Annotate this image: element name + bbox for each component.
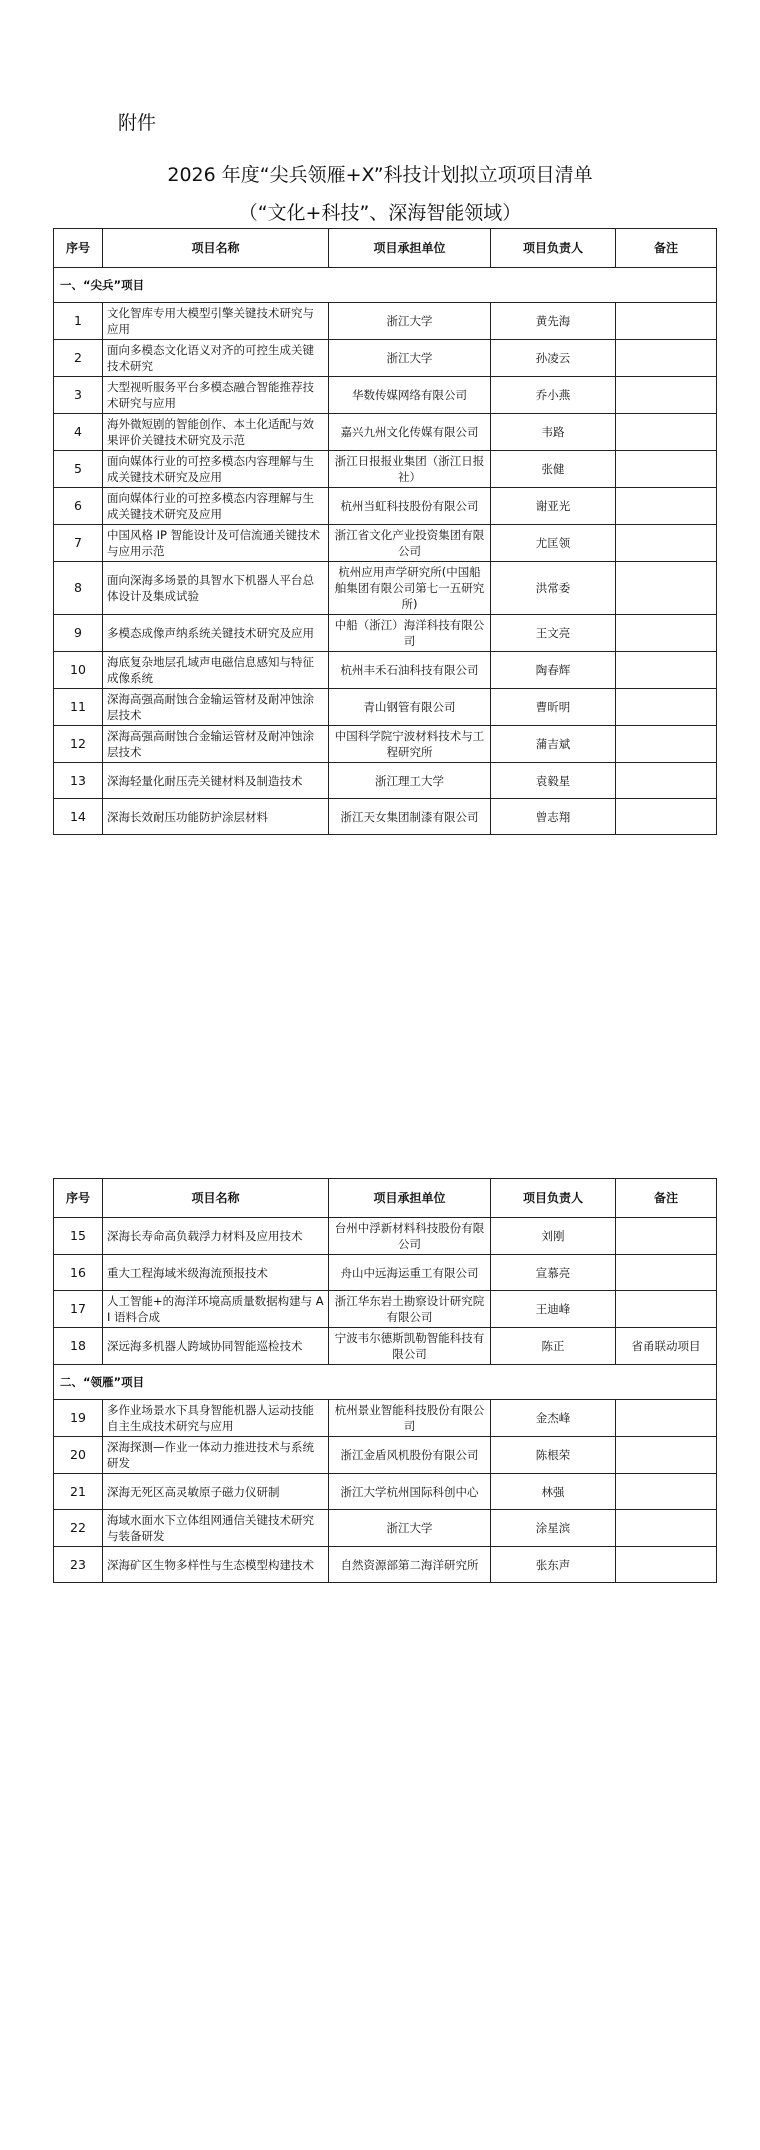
project-leader: 陶春辉 <box>491 652 616 689</box>
undertaking-unit: 舟山中远海运重工有限公司 <box>329 1255 491 1291</box>
project-name: 面向多模态文化语义对齐的可控生成关键技术研究 <box>103 340 329 377</box>
undertaking-unit: 台州中浮新材料科技股份有限公司 <box>329 1218 491 1255</box>
table-row <box>54 1218 717 1255</box>
project-table-page2 <box>53 1178 717 1583</box>
row-note <box>616 340 717 377</box>
section-row-jianbing <box>54 268 717 303</box>
row-number: 17 <box>54 1291 103 1328</box>
project-name: 深海矿区生物多样性与生态模型构建技术 <box>103 1547 329 1583</box>
project-name: 海底复杂地层孔域声电磁信息感知与特征成像系统 <box>103 652 329 689</box>
project-leader: 金杰峰 <box>491 1400 616 1437</box>
project-leader: 乔小燕 <box>491 377 616 414</box>
row-note <box>616 303 717 340</box>
undertaking-unit: 浙江省文化产业投资集团有限公司 <box>329 525 491 562</box>
table-row <box>54 340 717 377</box>
table-row <box>54 615 717 652</box>
undertaking-unit: 自然资源部第二海洋研究所 <box>329 1547 491 1583</box>
table-row <box>54 562 717 615</box>
undertaking-unit: 嘉兴九州文化传媒有限公司 <box>329 414 491 451</box>
table-row <box>54 652 717 689</box>
header-name: 项目名称 <box>103 1179 329 1218</box>
row-number: 20 <box>54 1437 103 1474</box>
table-row <box>54 1510 717 1547</box>
header-note: 备注 <box>616 229 717 268</box>
row-note <box>616 652 717 689</box>
undertaking-unit: 宁波韦尔德斯凯勒智能科技有限公司 <box>329 1328 491 1365</box>
header-note: 备注 <box>616 1179 717 1218</box>
document-title: 2026 年度“尖兵领雁+X”科技计划拟立项项目清单 <box>167 164 593 186</box>
header-no: 序号 <box>54 229 103 268</box>
document-subtitle: （“文化+科技”、深海智能领域） <box>238 202 522 224</box>
row-number: 2 <box>54 340 103 377</box>
table-row <box>54 726 717 763</box>
project-leader: 涂星滨 <box>491 1510 616 1547</box>
table-row <box>54 488 717 525</box>
header-unit: 项目承担单位 <box>329 229 491 268</box>
project-name: 深海高强高耐蚀合金输运管材及耐冲蚀涂层技术 <box>103 726 329 763</box>
undertaking-unit: 杭州景业智能科技股份有限公司 <box>329 1400 491 1437</box>
project-name: 深海高强高耐蚀合金输运管材及耐冲蚀涂层技术 <box>103 689 329 726</box>
project-leader: 洪常委 <box>491 562 616 615</box>
table-row <box>54 377 717 414</box>
row-number: 6 <box>54 488 103 525</box>
table-row <box>54 451 717 488</box>
row-number: 1 <box>54 303 103 340</box>
row-note <box>616 689 717 726</box>
undertaking-unit: 青山钢管有限公司 <box>329 689 491 726</box>
project-name: 多作业场景水下具身智能机器人运动技能自主生成技术研究与应用 <box>103 1400 329 1437</box>
undertaking-unit: 浙江大学 <box>329 1510 491 1547</box>
project-name: 深海无死区高灵敏原子磁力仪研制 <box>103 1474 329 1510</box>
undertaking-unit: 浙江大学杭州国际科创中心 <box>329 1474 491 1510</box>
table-row <box>54 525 717 562</box>
row-number: 5 <box>54 451 103 488</box>
row-number: 16 <box>54 1255 103 1291</box>
table-row <box>54 689 717 726</box>
row-note <box>616 1291 717 1328</box>
row-note <box>616 763 717 799</box>
row-note <box>616 726 717 763</box>
undertaking-unit: 浙江理工大学 <box>329 763 491 799</box>
row-note <box>616 1218 717 1255</box>
project-name: 多模态成像声纳系统关键技术研究及应用 <box>103 615 329 652</box>
row-note <box>616 1547 717 1583</box>
row-number: 10 <box>54 652 103 689</box>
project-leader: 孙凌云 <box>491 340 616 377</box>
row-note <box>616 1400 717 1437</box>
header-no: 序号 <box>54 1179 103 1218</box>
row-note <box>616 451 717 488</box>
row-note <box>616 799 717 835</box>
project-leader: 曾志翔 <box>491 799 616 835</box>
project-leader: 陈正 <box>491 1328 616 1365</box>
table-row <box>54 303 717 340</box>
row-number: 7 <box>54 525 103 562</box>
section-title-lingyan: 二、“领雁”项目 <box>54 1365 717 1400</box>
project-name: 海域水面水下立体组网通信关键技术研究与装备研发 <box>103 1510 329 1547</box>
project-leader: 尤匡领 <box>491 525 616 562</box>
table-row <box>54 1255 717 1291</box>
undertaking-unit: 杭州当虹科技股份有限公司 <box>329 488 491 525</box>
project-leader: 韦路 <box>491 414 616 451</box>
table-header-row <box>54 1179 717 1218</box>
undertaking-unit: 杭州应用声学研究所(中国船舶集团有限公司第七一五研究所) <box>329 562 491 615</box>
undertaking-unit: 浙江天女集团制漆有限公司 <box>329 799 491 835</box>
table-header-row <box>54 229 717 268</box>
project-leader: 刘刚 <box>491 1218 616 1255</box>
row-number: 9 <box>54 615 103 652</box>
project-name: 海外微短剧的智能创作、本土化适配与效果评价关键技术研究及示范 <box>103 414 329 451</box>
row-note <box>616 488 717 525</box>
project-leader: 张东声 <box>491 1547 616 1583</box>
section-row-lingyan <box>54 1365 717 1400</box>
row-number: 15 <box>54 1218 103 1255</box>
project-leader: 陈根荣 <box>491 1437 616 1474</box>
project-name: 面向媒体行业的可控多模态内容理解与生成关键技术研究及应用 <box>103 451 329 488</box>
table-row <box>54 1291 717 1328</box>
header-unit: 项目承担单位 <box>329 1179 491 1218</box>
table-row <box>54 763 717 799</box>
row-number: 21 <box>54 1474 103 1510</box>
header-name: 项目名称 <box>103 229 329 268</box>
row-number: 8 <box>54 562 103 615</box>
row-note <box>616 1474 717 1510</box>
undertaking-unit: 浙江华东岩土勘察设计研究院有限公司 <box>329 1291 491 1328</box>
row-note <box>616 615 717 652</box>
table-row <box>54 1547 717 1583</box>
undertaking-unit: 中国科学院宁波材料技术与工程研究所 <box>329 726 491 763</box>
undertaking-unit: 浙江大学 <box>329 340 491 377</box>
project-leader: 宣慕亮 <box>491 1255 616 1291</box>
project-name: 深海长寿命高负载浮力材料及应用技术 <box>103 1218 329 1255</box>
project-leader: 王迪峰 <box>491 1291 616 1328</box>
header-leader: 项目负责人 <box>491 229 616 268</box>
project-name: 重大工程海域米级海流预报技术 <box>103 1255 329 1291</box>
project-leader: 蒲吉斌 <box>491 726 616 763</box>
project-name: 面向深海多场景的具智水下机器人平台总体设计及集成试验 <box>103 562 329 615</box>
project-name: 深远海多机器人跨域协同智能巡检技术 <box>103 1328 329 1365</box>
undertaking-unit: 浙江日报报业集团（浙江日报社） <box>329 451 491 488</box>
row-number: 12 <box>54 726 103 763</box>
project-leader: 袁毅星 <box>491 763 616 799</box>
table-row <box>54 1328 717 1365</box>
project-leader: 谢亚光 <box>491 488 616 525</box>
undertaking-unit: 中船（浙江）海洋科技有限公司 <box>329 615 491 652</box>
row-number: 18 <box>54 1328 103 1365</box>
project-name: 人工智能+的海洋环境高质量数据构建与 AI 语料合成 <box>103 1291 329 1328</box>
table-row <box>54 414 717 451</box>
row-number: 19 <box>54 1400 103 1437</box>
project-name: 面向媒体行业的可控多模态内容理解与生成关键技术研究及应用 <box>103 488 329 525</box>
project-name: 深海探测—作业一体动力推进技术与系统研发 <box>103 1437 329 1474</box>
row-number: 11 <box>54 689 103 726</box>
row-number: 23 <box>54 1547 103 1583</box>
project-name: 大型视听服务平台多模态融合智能推荐技术研究与应用 <box>103 377 329 414</box>
row-note <box>616 562 717 615</box>
undertaking-unit: 浙江大学 <box>329 303 491 340</box>
row-note <box>616 414 717 451</box>
row-note <box>616 1255 717 1291</box>
project-name: 中国风格 IP 智能设计及可信流通关键技术与应用示范 <box>103 525 329 562</box>
row-number: 13 <box>54 763 103 799</box>
row-number: 3 <box>54 377 103 414</box>
project-name: 文化智库专用大模型引擎关键技术研究与应用 <box>103 303 329 340</box>
project-leader: 张健 <box>491 451 616 488</box>
undertaking-unit: 华数传媒网络有限公司 <box>329 377 491 414</box>
row-note <box>616 377 717 414</box>
row-note <box>616 525 717 562</box>
project-name: 深海长效耐压功能防护涂层材料 <box>103 799 329 835</box>
row-note <box>616 1510 717 1547</box>
project-leader: 曹昕明 <box>491 689 616 726</box>
row-number: 22 <box>54 1510 103 1547</box>
header-leader: 项目负责人 <box>491 1179 616 1218</box>
table-row <box>54 1400 717 1437</box>
attachment-label: 附件 <box>118 112 157 134</box>
row-note <box>616 1437 717 1474</box>
undertaking-unit: 杭州丰禾石油科技有限公司 <box>329 652 491 689</box>
table-row <box>54 1474 717 1510</box>
row-number: 14 <box>54 799 103 835</box>
row-note: 省甬联动项目 <box>616 1328 717 1365</box>
table-row <box>54 799 717 835</box>
undertaking-unit: 浙江金盾风机股份有限公司 <box>329 1437 491 1474</box>
table-row <box>54 1437 717 1474</box>
project-name: 深海轻量化耐压壳关键材料及制造技术 <box>103 763 329 799</box>
project-leader: 黄先海 <box>491 303 616 340</box>
section-title-jianbing: 一、“尖兵”项目 <box>54 268 717 303</box>
project-leader: 王文亮 <box>491 615 616 652</box>
project-table-page1 <box>53 228 717 835</box>
project-leader: 林强 <box>491 1474 616 1510</box>
row-number: 4 <box>54 414 103 451</box>
